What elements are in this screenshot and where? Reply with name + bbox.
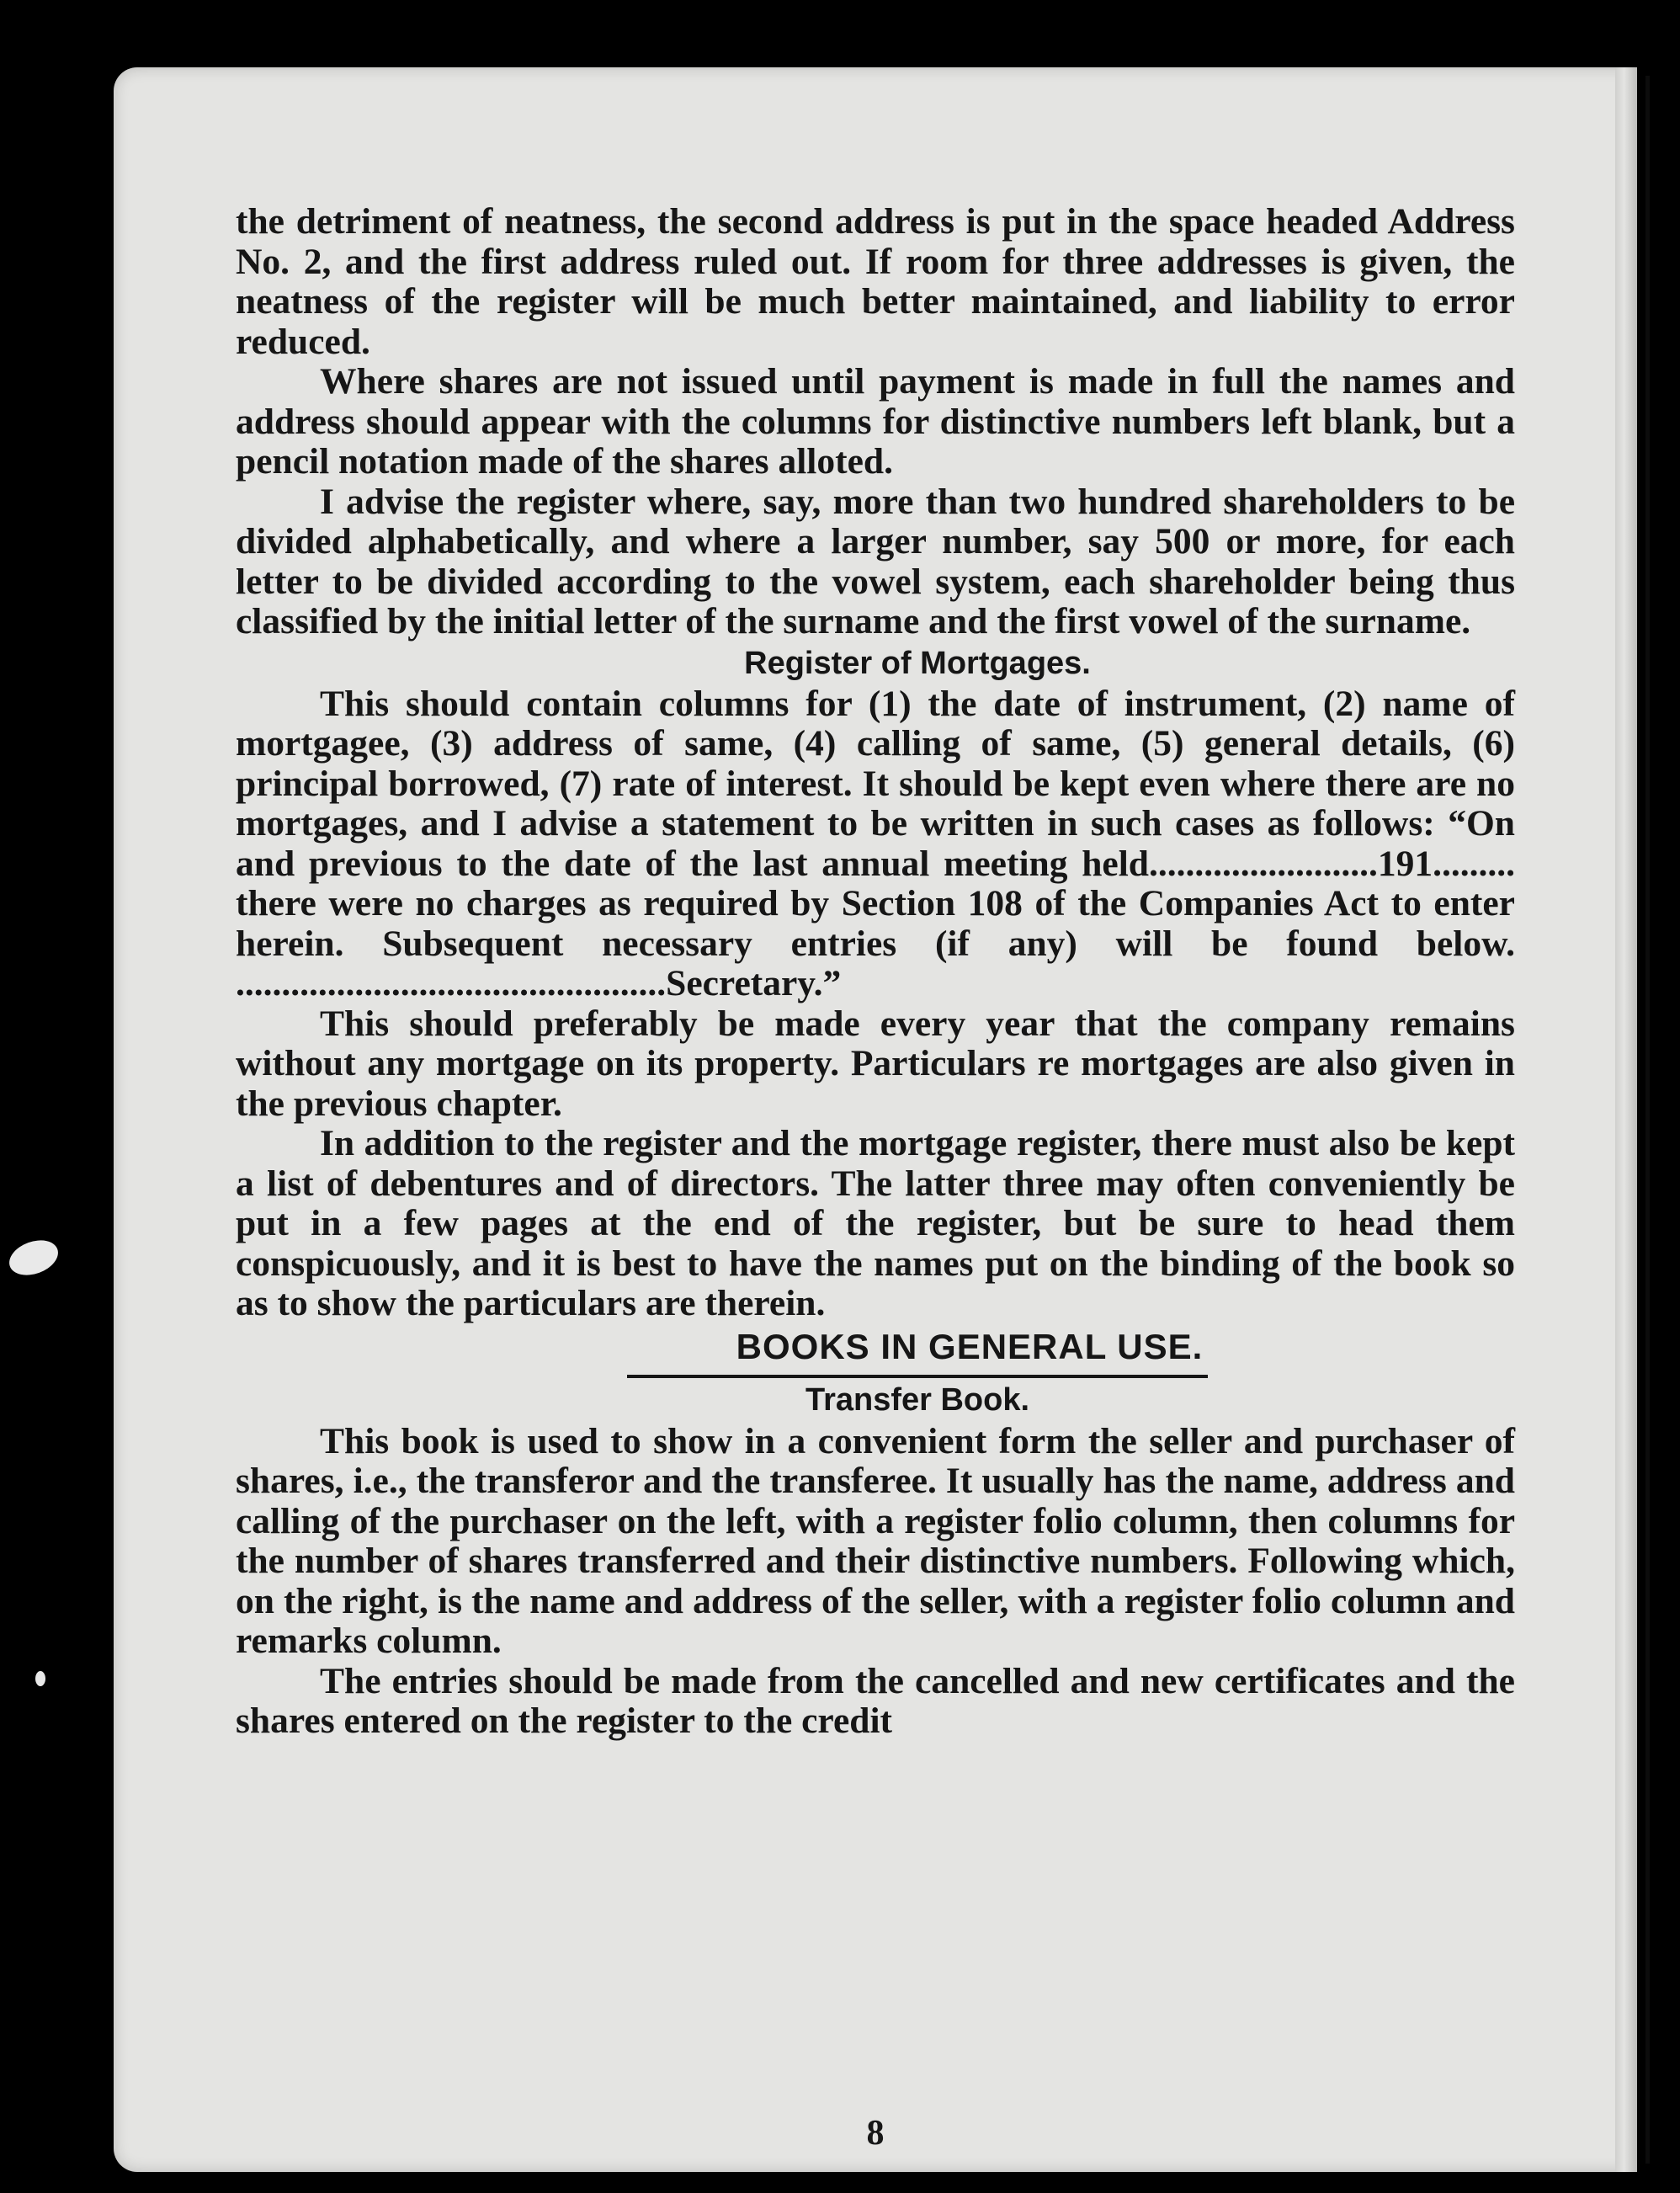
- paragraph: In addition to the register and the mortgage register, there must also be kept a list of debentures and of directors. The latter three may often conveniently be put in a few pages at the end of the register, but be sure to head them conspicuously, and it is best to have the names put on the binding of the book so as to show the particulars are therein.: [236, 1123, 1515, 1323]
- page-number: 8: [866, 2114, 885, 2153]
- scan-speck: [35, 1671, 45, 1686]
- binding-edge: [1645, 76, 1650, 2164]
- section-heading-register-of-mortgages: Register of Mortgages.: [744, 645, 1091, 681]
- paragraph: I advise the register where, say, more than two hundred shareholders to be divided alphabetically, and where a larger number, say 500 or more, for each letter to be divided according to the vowel system, each shareholder being thus classified by the initial letter of the surname and the first vowel of the surname.: [236, 481, 1515, 641]
- chapter-heading-text: BOOKS IN GENERAL USE.: [627, 1324, 1209, 1378]
- section-heading-transfer-book: Transfer Book.: [805, 1381, 1030, 1418]
- paragraph: Where shares are not issued until payment is made in full the names and address should appear with the columns for distinctive numbers left blank, but a pencil notation made of the shares alloted.: [236, 361, 1515, 482]
- paragraph: the detriment of neatness, the second address is put in the space headed Address No. 2, and the first address ruled out. If room for three addresses is given, the neatness of the register will be much better maintained, and liability to error reduced.: [236, 201, 1515, 362]
- paragraph: This should preferably be made every year that the company remains without any mortgage on its property. Particulars re mortgages are also given in the previous chapter.: [236, 1003, 1515, 1124]
- scan-speck: [4, 1234, 62, 1281]
- paragraph: The entries should be made from the cancelled and new certificates and the shares entered on the register to the credit: [236, 1660, 1515, 1741]
- page-edge-shadow: [1615, 67, 1637, 2172]
- chapter-heading-books-in-general-use: [236, 1324, 1515, 1378]
- body-text: [236, 202, 1515, 1742]
- paragraph: This book is used to show in a convenient form the seller and purchaser of shares, i.e., the transferor and the transferee. It usually has the name, address and calling of the purchaser on the left, with a register folio column, then columns for the number of shares transferred and their distinctive numbers. Following which, on the right, is the name and address of the seller, with a register folio column and remarks column.: [236, 1420, 1515, 1661]
- paragraph: This should contain columns for (1) the date of instrument, (2) name of mortgagee, (3) address of same, (4) calling of same, (5) general details, (6) principal borrowed, (7) rate of interest. It should be kept even where there are no mortgages, and I advise a statement to be written in such cases as follows: “On and previous to the date of the last annual meeting held.........................191......... there were no charges as required by Section 108 of the Companies Act to enter herein. Subsequent necessary entries (if any) will be found below. ...............................................Secretary.”: [236, 683, 1515, 1003]
